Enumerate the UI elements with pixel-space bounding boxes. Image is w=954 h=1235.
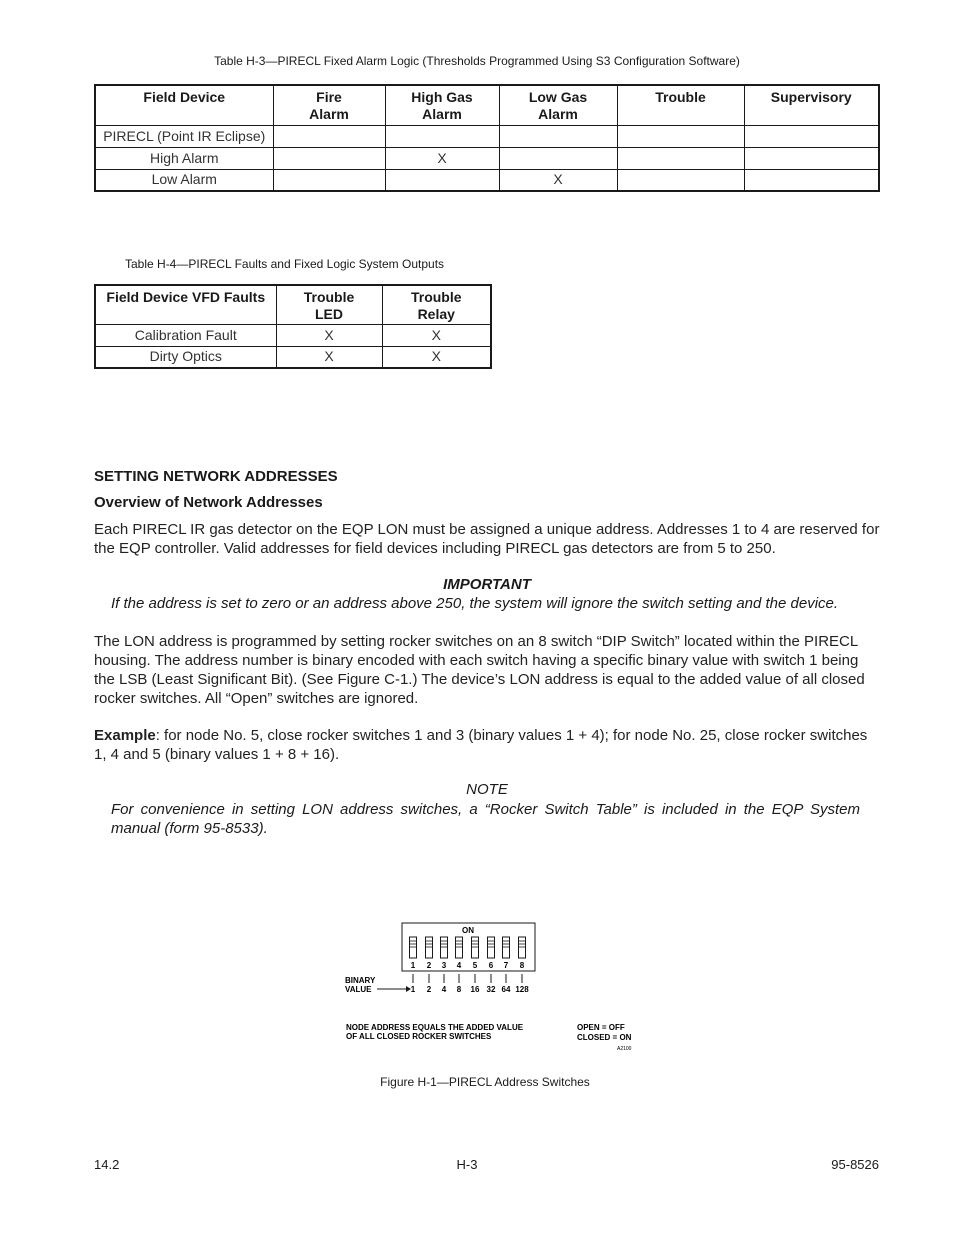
table-h3-header-cell: Fire Alarm [273, 85, 385, 125]
table-h3-header-cell: High Gas Alarm [385, 85, 499, 125]
footer-page-number: H-3 [456, 1157, 478, 1172]
table-cell: X [382, 346, 491, 368]
rocker-switch [519, 937, 526, 958]
table-cell [499, 147, 617, 169]
table-cell: X [276, 324, 382, 346]
table-cell: High Alarm [95, 147, 273, 169]
table-h4-header-row [95, 285, 491, 324]
table-h4-caption: Table H-4—PIRECL Faults and Fixed Logic System Outputs [125, 257, 445, 271]
table-h4-header-cell: Field Device VFD Faults [95, 285, 276, 324]
table-cell: Calibration Fault [95, 324, 276, 346]
rocker-switch [456, 937, 463, 958]
note-body: For convenience in setting LON address switches, a “Rocker Switch Table” is included in the EQP System manual (form 95-8533). [111, 801, 860, 837]
dip-switch-on-label: ON [462, 926, 474, 935]
paragraph-lon-address: The LON address is programmed by setting rocker switches on an 8 switch “DIP Switch” located within the PIRECL housing. The address number is binary encoded with each switch having a specific binary value with switch 1 being the LSB (Least Significant Bit). (See Figure C-1.) The device’s LON address is equal to the added value of all closed rocker switches. All “Open” switches are ignored. [94, 633, 865, 707]
paragraph-addresses: Each PIRECL IR gas detector on the EQP LON must be assigned a unique address. Addresses 1 to 4 are reserved for the EQP controller. Valid addresses for field devices including PIRECL gas detectors are from 5 to 250. [94, 521, 880, 557]
example-label: Example [94, 727, 156, 744]
rocker-switch [410, 937, 417, 958]
table-row [95, 169, 879, 191]
switch-number: 7 [503, 961, 509, 970]
table-row [95, 147, 879, 169]
open-off-label: OPEN = OFF [577, 1023, 625, 1032]
table-cell: X [499, 169, 617, 191]
table-cell [385, 169, 499, 191]
switch-number: 2 [426, 961, 432, 970]
table-cell [385, 125, 499, 147]
switch-number: 3 [441, 961, 447, 970]
table-cell: Dirty Optics [95, 346, 276, 368]
figure-caption: Figure H-1—PIRECL Address Switches [380, 1075, 590, 1089]
table-cell: X [276, 346, 382, 368]
table-cell [617, 147, 744, 169]
switch-number: 4 [456, 961, 462, 970]
note-title: NOTE [466, 781, 508, 798]
rocker-switch [441, 937, 448, 958]
node-address-note-line1: NODE ADDRESS EQUALS THE ADDED VALUE [346, 1023, 524, 1032]
footer-revision: 14.2 [94, 1157, 120, 1172]
table-cell [617, 125, 744, 147]
binary-value: 4 [441, 985, 447, 994]
binary-value: 32 [486, 985, 496, 994]
rocker-switch [426, 937, 433, 958]
table-h3 [94, 84, 880, 192]
important-body: If the address is set to zero or an address above 250, the system will ignore the switch setting and the device. [111, 595, 839, 612]
table-h3-header-cell: Low Gas Alarm [499, 85, 617, 125]
table-cell [273, 169, 385, 191]
binary-label-line2: VALUE [345, 985, 372, 994]
switch-number: 8 [519, 961, 525, 970]
table-h3-caption: Table H-3—PIRECL Fixed Alarm Logic (Thresholds Programmed Using S3 Configuration Software) [214, 54, 740, 68]
table-h3-header-cell: Supervisory [744, 85, 879, 125]
table-cell [273, 125, 385, 147]
binary-label-line1: BINARY [345, 976, 376, 985]
table-h4 [94, 284, 492, 369]
table-cell: X [382, 324, 491, 346]
binary-value: 128 [515, 985, 529, 994]
footer-form-number: 95-8526 [831, 1157, 879, 1172]
table-row [95, 346, 491, 368]
table-h4-header-cell: Trouble Relay [382, 285, 491, 324]
rocker-switch [472, 937, 479, 958]
binary-value: 2 [426, 985, 432, 994]
binary-value: 64 [501, 985, 511, 994]
table-cell [499, 125, 617, 147]
switch-number: 6 [488, 961, 494, 970]
table-cell: X [385, 147, 499, 169]
binary-value: 1 [410, 985, 416, 994]
section-subtitle: Overview of Network Addresses [94, 494, 323, 511]
table-cell [744, 147, 879, 169]
table-row [95, 324, 491, 346]
table-h3-header-row [95, 85, 879, 125]
section-title: SETTING NETWORK ADDRESSES [94, 468, 338, 485]
node-address-note-line2: OF ALL CLOSED ROCKER SWITCHES [346, 1032, 492, 1041]
figure-code: A2100 [617, 1046, 632, 1052]
table-row [95, 125, 879, 147]
rocker-switch [503, 937, 510, 958]
example-text: : for node No. 5, close rocker switches 1 and 3 (binary values 1 + 4); for node No. 25, close rocker switches 1, 4 and 5 (binary values 1 + 8 + 16). [94, 727, 868, 763]
table-h4-header-cell: Trouble LED [276, 285, 382, 324]
table-cell: Low Alarm [95, 169, 273, 191]
table-h3-header-cell: Field Device [95, 85, 273, 125]
paragraph-example [94, 726, 880, 764]
switch-number: 5 [472, 961, 478, 970]
table-cell [617, 169, 744, 191]
rocker-switch [488, 937, 495, 958]
table-cell [744, 125, 879, 147]
table-cell [273, 147, 385, 169]
dip-switch-figure [340, 918, 650, 1058]
table-cell [744, 169, 879, 191]
closed-on-label: CLOSED = ON [577, 1033, 632, 1042]
table-cell: PIRECL (Point IR Eclipse) [95, 125, 273, 147]
switch-number: 1 [410, 961, 416, 970]
table-h3-header-cell: Trouble [617, 85, 744, 125]
important-title: IMPORTANT [443, 576, 531, 593]
binary-value: 16 [470, 985, 480, 994]
binary-value: 8 [456, 985, 462, 994]
